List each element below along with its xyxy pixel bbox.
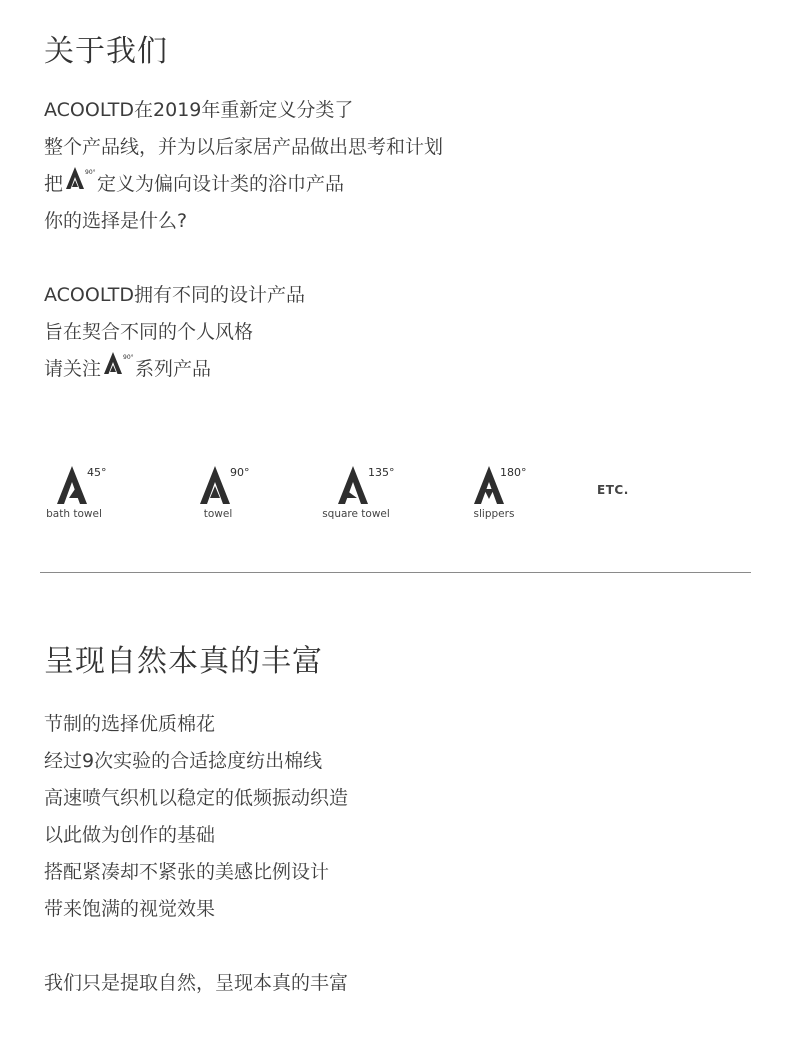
a180-logo-icon: [462, 462, 528, 506]
a90-logo-icon: [188, 462, 248, 506]
svg-text:135°: 135°: [368, 466, 395, 479]
svg-text:180°: 180°: [500, 466, 527, 479]
about-line: 你的选择是什么?: [44, 210, 188, 232]
svg-text:90°: 90°: [123, 354, 134, 361]
about-paragraph-1: [44, 92, 443, 240]
section-divider: [40, 572, 751, 573]
about-line: ACOOLTD在2019年重新定义分类了: [44, 99, 354, 121]
nature-closing-line: 我们只是提取自然，呈现本真的丰富: [44, 972, 349, 994]
nature-title: 呈现自然本真的丰富: [44, 644, 323, 679]
series-caption: square towel: [322, 508, 390, 520]
a135-logo-icon: [318, 462, 394, 506]
series-item-towel: [188, 462, 248, 520]
svg-text:90°: 90°: [230, 466, 250, 479]
about-line: 请关注 90° 系列产品: [44, 351, 305, 388]
a45-logo-icon: [44, 462, 107, 506]
nature-line: 搭配紧凑却不紧张的美感比例设计: [44, 861, 330, 883]
series-item-square-towel: [318, 462, 394, 520]
a90-logo-icon: [103, 351, 133, 388]
about-line: 把 90° 定义为偏向设计类的浴巾产品: [44, 166, 443, 203]
series-etc-label: ETC.: [597, 483, 629, 497]
series-caption: towel: [203, 508, 233, 520]
nature-paragraph: [44, 706, 348, 1002]
about-title: 关于我们: [44, 34, 168, 69]
svg-text:90°: 90°: [85, 169, 96, 176]
series-item-bath-towel: [42, 462, 106, 520]
svg-text:45°: 45°: [87, 466, 107, 479]
nature-line: 带来饱满的视觉效果: [44, 898, 216, 920]
series-row: [0, 462, 790, 532]
about-line: 旨在契合不同的个人风格: [44, 321, 254, 343]
series-caption: slippers: [473, 508, 515, 520]
nature-line: 经过9次实验的合适捻度纺出棉线: [44, 750, 323, 772]
about-line: 整个产品线，并为以后家居产品做出思考和计划: [44, 136, 444, 158]
nature-line: 高速喷气织机以稳定的低频振动织造: [44, 787, 349, 809]
nature-line: 以此做为创作的基础: [44, 824, 216, 846]
about-paragraph-2: [44, 277, 305, 388]
series-item-slippers: [462, 462, 526, 520]
series-caption: bath towel: [46, 508, 102, 520]
about-line: ACOOLTD拥有不同的设计产品: [44, 284, 306, 306]
nature-line: 节制的选择优质棉花: [44, 713, 216, 735]
a90-logo-icon: [65, 166, 95, 203]
